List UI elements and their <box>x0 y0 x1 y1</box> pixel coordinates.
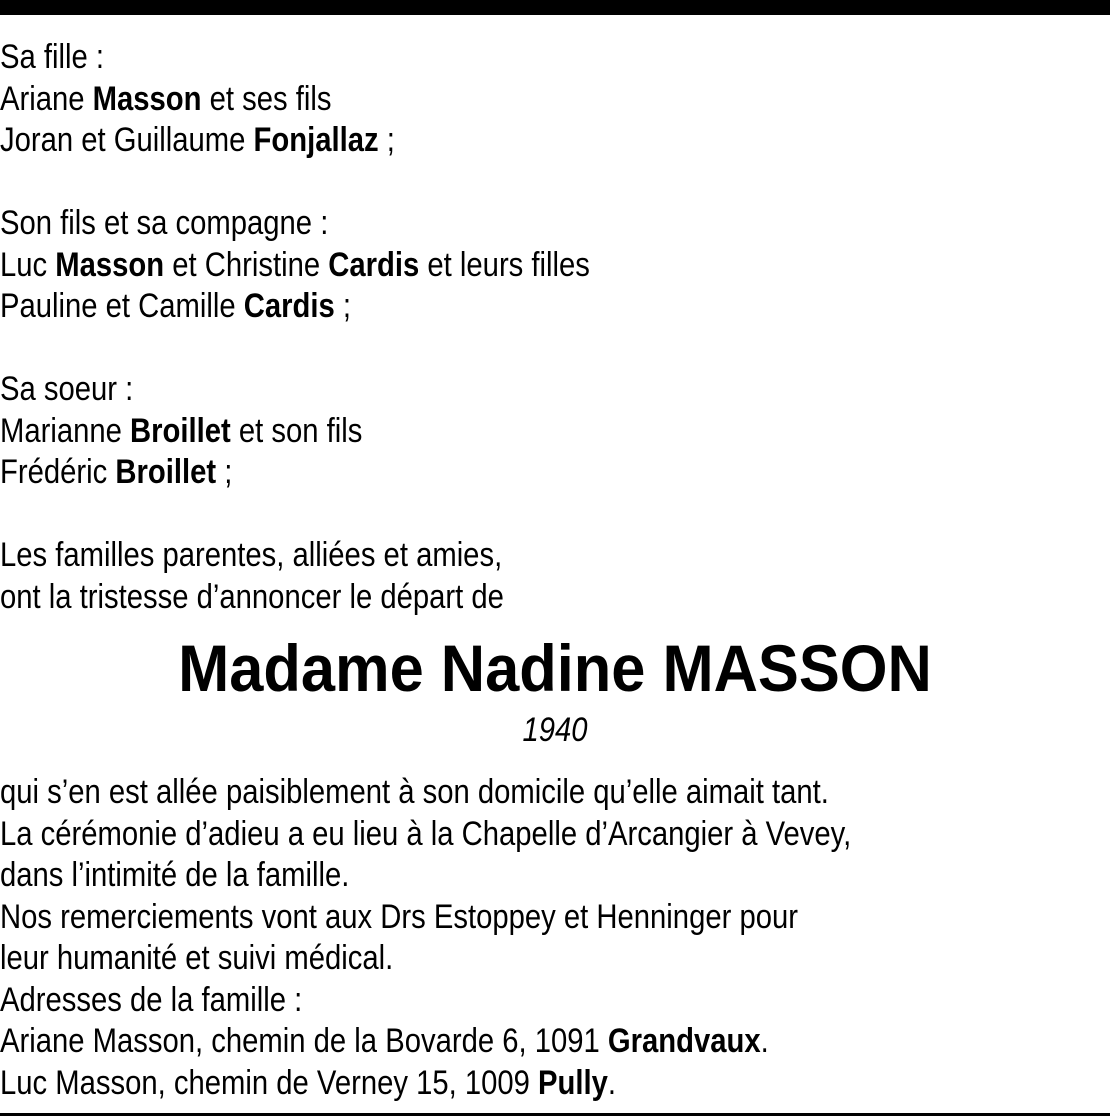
punctuation: ; <box>216 453 233 491</box>
body-line-1: qui s’en est allée paisiblement à son domicile qu’elle aimait tant. <box>0 773 829 811</box>
punctuation: ; <box>334 287 352 325</box>
body-line-2: La cérémonie d’adieu a eu lieu à la Chapelle d’Arcangier à Vevey, <box>0 814 852 853</box>
daughter-line-2 <box>0 120 955 162</box>
spacer <box>0 328 1110 370</box>
bottom-rule <box>0 1113 1110 1116</box>
relation-text: et son fils <box>230 411 363 450</box>
sister-line-1 <box>0 411 955 453</box>
addresses-heading: Adresses de la famille : <box>0 980 303 1019</box>
daughter-line-1 <box>0 79 955 121</box>
sister-heading: Sa soeur : <box>0 370 134 408</box>
surname: Cardis <box>243 287 335 325</box>
given-names: Frédéric <box>0 453 116 491</box>
son-heading: Son fils et sa compagne : <box>0 204 329 242</box>
punctuation: . <box>607 1063 617 1102</box>
given-names: Ariane <box>0 79 93 118</box>
daughter-heading: Sa fille : <box>0 38 105 76</box>
birth-year: 1940 <box>522 711 588 749</box>
families-line-2: ont la tristesse d’annoncer le départ de <box>0 577 504 616</box>
surname: Fonjallaz <box>253 121 379 159</box>
punctuation: ; <box>378 121 395 159</box>
surname: Cardis <box>328 245 420 284</box>
given-names: Luc <box>0 245 56 284</box>
relation-text: et Christine <box>164 245 329 284</box>
given-names: Pauline et Camille <box>0 287 244 325</box>
surname: Broillet <box>130 411 231 450</box>
street-address: Ariane Masson, chemin de la Bovarde 6, 1091 <box>0 1022 608 1060</box>
given-names: Joran et Guillaume <box>0 121 254 159</box>
body-line-3: dans l’intimité de la famille. <box>0 856 350 894</box>
street-address: Luc Masson, chemin de Verney 15, 1009 <box>0 1063 539 1102</box>
families-line-1: Les familles parentes, alliées et amies, <box>0 536 503 574</box>
top-rule <box>0 0 1110 15</box>
city: Pully <box>538 1063 608 1102</box>
given-names: Marianne <box>0 411 131 450</box>
spacer <box>0 494 1110 536</box>
deceased-name: Madame Nadine MASSON <box>178 631 932 705</box>
city: Grandvaux <box>607 1022 761 1060</box>
son-line-1 <box>0 245 955 287</box>
sister-line-2 <box>0 452 955 494</box>
body-line-4: Nos remerciements vont aux Drs Estoppey et Henninger pour <box>0 897 798 936</box>
punctuation: . <box>760 1022 769 1060</box>
surname: Masson <box>55 245 165 284</box>
body-line-5: leur humanité et suivi médical. <box>0 939 394 977</box>
spacer <box>0 162 1110 204</box>
surname: Masson <box>92 79 202 118</box>
relation-text: et ses fils <box>201 79 332 118</box>
son-line-2 <box>0 286 955 328</box>
surname: Broillet <box>115 453 217 491</box>
address-line-1 <box>0 1021 955 1063</box>
relation-text: et leurs filles <box>419 245 590 284</box>
address-line-2 <box>0 1063 955 1105</box>
obituary-notice <box>0 37 1110 1104</box>
